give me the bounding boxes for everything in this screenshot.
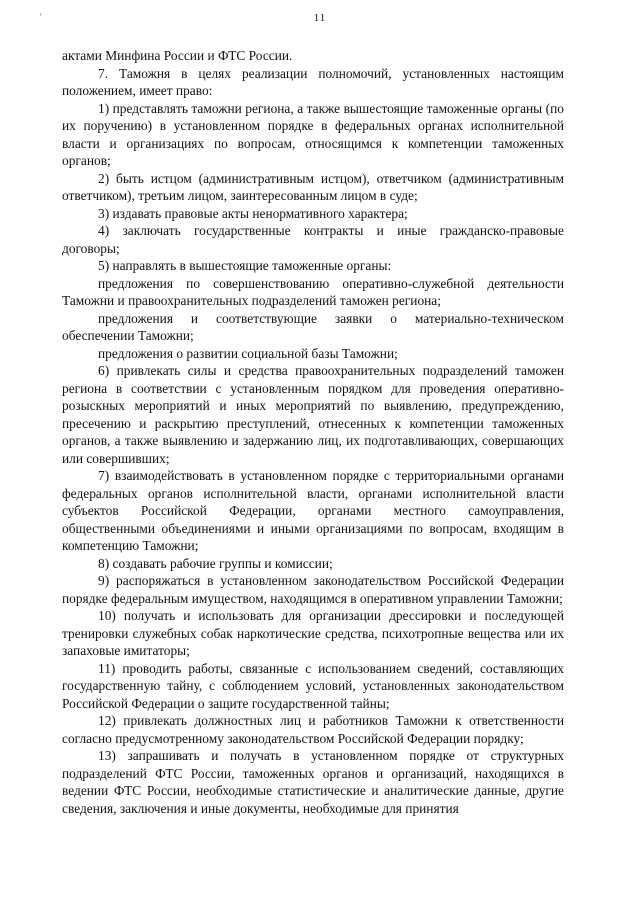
paragraph-subitem-10: 10) получать и использовать для организации дрессировки и последующей тренировки служебных собак наркотические средства, психотропные вещества или их запаховые имитаторы; (62, 608, 564, 658)
paragraph-subitem-2: 2) быть истцом (административным истцом), ответчиком (административным ответчиком), третьим лицом, заинтересованным лицом в суде; (62, 170, 564, 203)
paragraph-continuation: актами Минфина России и ФТС России. (62, 48, 293, 63)
paragraph-subitem-6: 6) привлекать силы и средства правоохранительных подразделений таможен региона в соответствии с установленным порядком для проведения оперативно-розыскных мероприятий и иных мероприятий по выявлению, предупреждению, пресечению и раскрытию преступлений, отнесенных к компетенции таможенных органов, а также выявлению и задержанию лиц, их подготавливающих, совершающих или совершивших; (62, 363, 564, 466)
paragraph-subitem-12: 12) привлекать должностных лиц и работников Таможни к ответственности согласно предусмотренному законодательством Российской Федерации порядку; (62, 713, 564, 746)
paragraph-subitem-3: 3) издавать правовые акты ненормативного характера; (98, 205, 408, 221)
paragraph-subitem-1: 1) представлять таможни региона, а также вышестоящие таможенные органы (по их поручению) в установленном порядке в федеральных органах исполнительной власти и организациях по вопросам, относящимся к компетенции таможенных органов; (62, 100, 564, 168)
paragraph-subitem-9: 9) распоряжаться в установленном законодательством Российской Федерации порядке федеральным имуществом, находящимся в оперативном управлении Таможни; (62, 573, 564, 606)
paragraph-item-7: 7. Таможня в целях реализации полномочий, установленных настоящим положением, имеет право: (62, 65, 564, 98)
paragraph-subitem-13: 13) запрашивать и получать в установленном порядке от структурных подразделений ФТС России, таможенных органов и организаций, находящихся в ведении ФТС России, необходимые статистические и аналитические данные, другие сведения, заключения и иные документы, необходимые для принятия (62, 748, 564, 816)
page-number: 11 (313, 12, 327, 24)
paragraph-subitem-4: 4) заключать государственные контракты и иные гражданско-правовые договоры; (62, 223, 564, 256)
paragraph-subitem-8: 8) создавать рабочие группы и комиссии; (98, 555, 333, 571)
paragraph-proposal-1: предложения по совершенствованию оперативно-служебной деятельности Таможни и правоохранительных подразделений таможен региона; (62, 275, 564, 308)
scan-mark: ' (40, 12, 42, 22)
paragraph-subitem-5: 5) направлять в вышестоящие таможенные органы: (98, 258, 392, 273)
document-body (62, 47, 564, 817)
paragraph-subitem-11: 11) проводить работы, связанные с использованием сведений, составляющих государственную тайну, с соблюдением условий, установленных законодательством Российской Федерации о защите государственной тайны; (62, 660, 564, 711)
paragraph-subitem-7: 7) взаимодействовать в установленном порядке с территориальными органами федеральных органов исполнительной власти, органами исполнительной власти субъектов Российской Федерации, органами местного самоуправления, общественными объединениями и иными организациями по вопросам, входящим в компетенцию Таможни; (62, 468, 564, 553)
paragraph-proposal-3: предложения о развитии социальной базы Таможни; (98, 345, 398, 361)
paragraph-proposal-2: предложения и соответствующие заявки о материально-техническом обеспечении Таможни; (62, 310, 564, 343)
